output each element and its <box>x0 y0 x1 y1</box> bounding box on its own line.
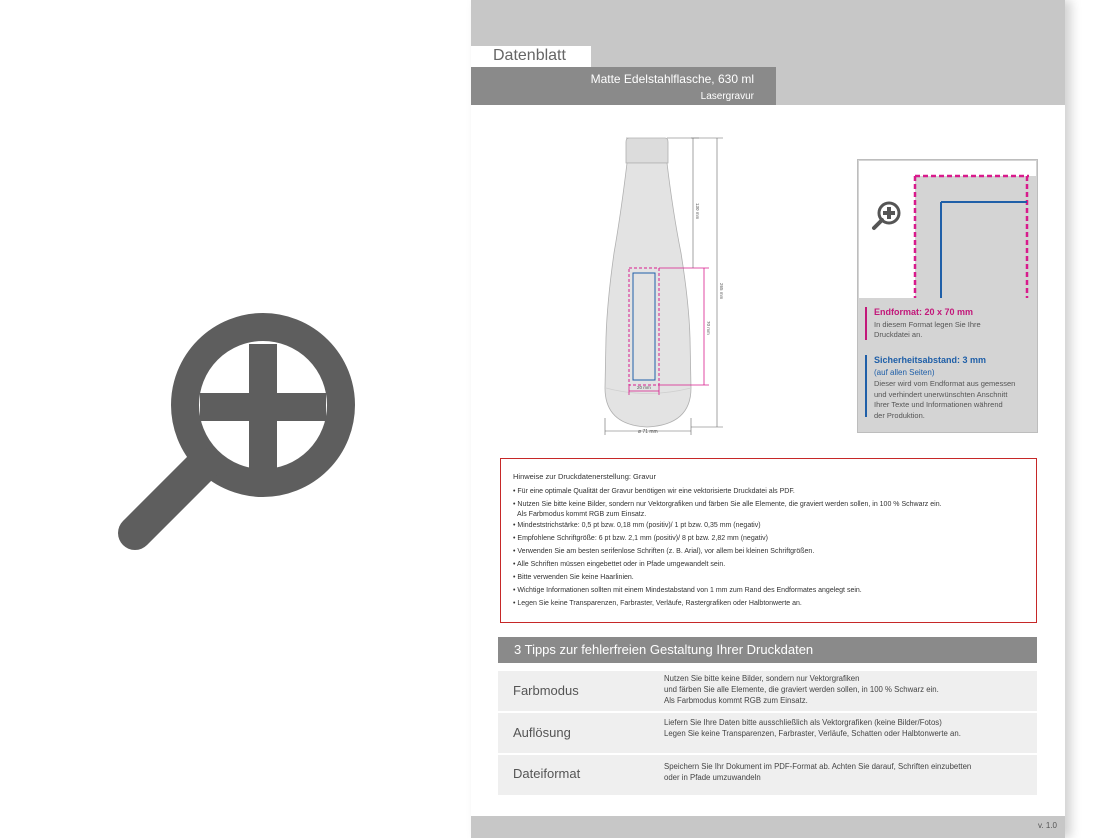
safety-marker <box>865 355 867 417</box>
tip-text-line: Liefern Sie Ihre Daten bitte ausschließlich als Vektorgrafiken (keine Bilder/Fotos) <box>664 718 942 727</box>
preview-canvas <box>859 161 1036 298</box>
hint-item: • Legen Sie keine Transparenzen, Farbraster, Verläufe, Rastergrafiken oder Halbtonwerte an. <box>513 600 802 607</box>
footer-band <box>471 816 1065 838</box>
bottle-drawing <box>599 133 739 438</box>
tips-header <box>498 637 1037 663</box>
header-band <box>471 0 1065 105</box>
version-label: v. 1.0 <box>1038 821 1057 830</box>
tip-label: Farbmodus <box>513 683 579 698</box>
tip-text-line: und färben Sie alle Elemente, die graviert werden sollen, in 100 % Schwarz ein. <box>664 685 939 694</box>
tip-text-line: oder in Pfade umzuwandeln <box>664 773 761 782</box>
hint-item: Als Farbmodus kommt RGB zum Einsatz. <box>517 511 647 518</box>
hint-item: • Bitte verwenden Sie keine Haarlinien. <box>513 574 634 581</box>
hints-title: Hinweise zur Druckdatenerstellung: Gravur <box>513 472 656 481</box>
safety-text-4: der Produktion. <box>874 410 925 420</box>
hint-item: • Verwenden Sie am besten serifenlose Schriften (z. B. Arial), vor allem bei kleinen Schriftgrößen. <box>513 548 815 555</box>
tip-label: Auflösung <box>513 725 571 740</box>
zoom-in-icon[interactable] <box>95 300 375 580</box>
tips-title: 3 Tipps zur fehlerfreien Gestaltung Ihrer Druckdaten <box>514 642 814 657</box>
tip-text-line: Speichern Sie Ihr Dokument im PDF-Format ab. Achten Sie darauf, Schriften einzubetten <box>664 762 972 771</box>
safety-title: Sicherheitsabstand: 3 mm <box>874 355 987 365</box>
endformat-marker <box>865 307 867 340</box>
endformat-title: Endformat: 20 x 70 mm <box>874 307 974 317</box>
product-name: Matte Edelstahlflasche, 630 ml <box>590 72 754 86</box>
tip-row-aufloesung <box>498 713 1037 753</box>
dim-total-label: 265 mm <box>719 283 724 300</box>
dim-diameter-label: ø 71 mm <box>638 429 658 435</box>
safety-text-2: und verhindert unerwünschten Anschnitt <box>874 389 1008 399</box>
print-method: Lasergravur <box>700 91 754 102</box>
dim-top-label: 130 mm <box>695 203 700 220</box>
product-box <box>471 67 776 105</box>
dim-print-height-label: 70 mm <box>706 321 711 335</box>
tip-row-dateiformat <box>498 755 1037 795</box>
hint-item: • Für eine optimale Qualität der Gravur benötigen wir eine vektorisierte Druckdatei als PDF. <box>513 488 795 495</box>
hint-item: • Alle Schriften müssen eingebettet oder in Pfade umgewandelt sein. <box>513 561 726 568</box>
tip-text-line: Als Farbmodus kommt RGB zum Einsatz. <box>664 696 808 705</box>
safety-text-3: Ihrer Texte und Informationen während <box>874 400 1003 409</box>
dim-print-width-label: 20 mm <box>637 385 651 390</box>
hints-list <box>513 485 942 610</box>
endformat-text-1: In diesem Format legen Sie Ihre <box>874 320 981 329</box>
endformat-text-2: Druckdatei an. <box>874 330 923 339</box>
hint-item: • Empfohlene Schriftgröße: 6 pt bzw. 2,1 mm (positiv)/ 8 pt bzw. 2,82 mm (negativ) <box>513 535 768 542</box>
tip-row-farbmodus <box>498 671 1037 711</box>
safety-text-1: Dieser wird vom Endformat aus gemessen <box>874 379 1016 388</box>
hint-item: • Mindeststrichstärke: 0,5 pt bzw. 0,18 mm (positiv)/ 1 pt bzw. 0,35 mm (negativ) <box>513 522 761 529</box>
tip-text-line: Nutzen Sie bitte keine Bilder, sondern nur Vektorgrafiken <box>664 674 860 683</box>
tip-label: Dateiformat <box>513 766 581 781</box>
tip-text-line: Legen Sie keine Transparenzen, Farbraster, Verläufe, Schatten oder Halbtonwerte an. <box>664 729 961 738</box>
title-box <box>471 46 591 67</box>
hint-item: • Nutzen Sie bitte keine Bilder, sondern nur Vektorgrafiken und färben Sie alle Elemente, die graviert werden sollen, in 100 % Schwarz ein. <box>513 501 942 508</box>
print-area-preview <box>857 159 1038 433</box>
hint-item: • Wichtige Informationen sollten mit einem Mindestabstand von 1 mm zum Rand des Endformates angelegt sein. <box>513 587 862 594</box>
zoom-small-icon[interactable] <box>874 203 899 228</box>
datasheet-page <box>471 0 1065 838</box>
page-title: Datenblatt <box>493 47 566 64</box>
hints-box <box>500 458 1037 623</box>
safety-subtitle: (auf allen Seiten) <box>874 368 935 377</box>
